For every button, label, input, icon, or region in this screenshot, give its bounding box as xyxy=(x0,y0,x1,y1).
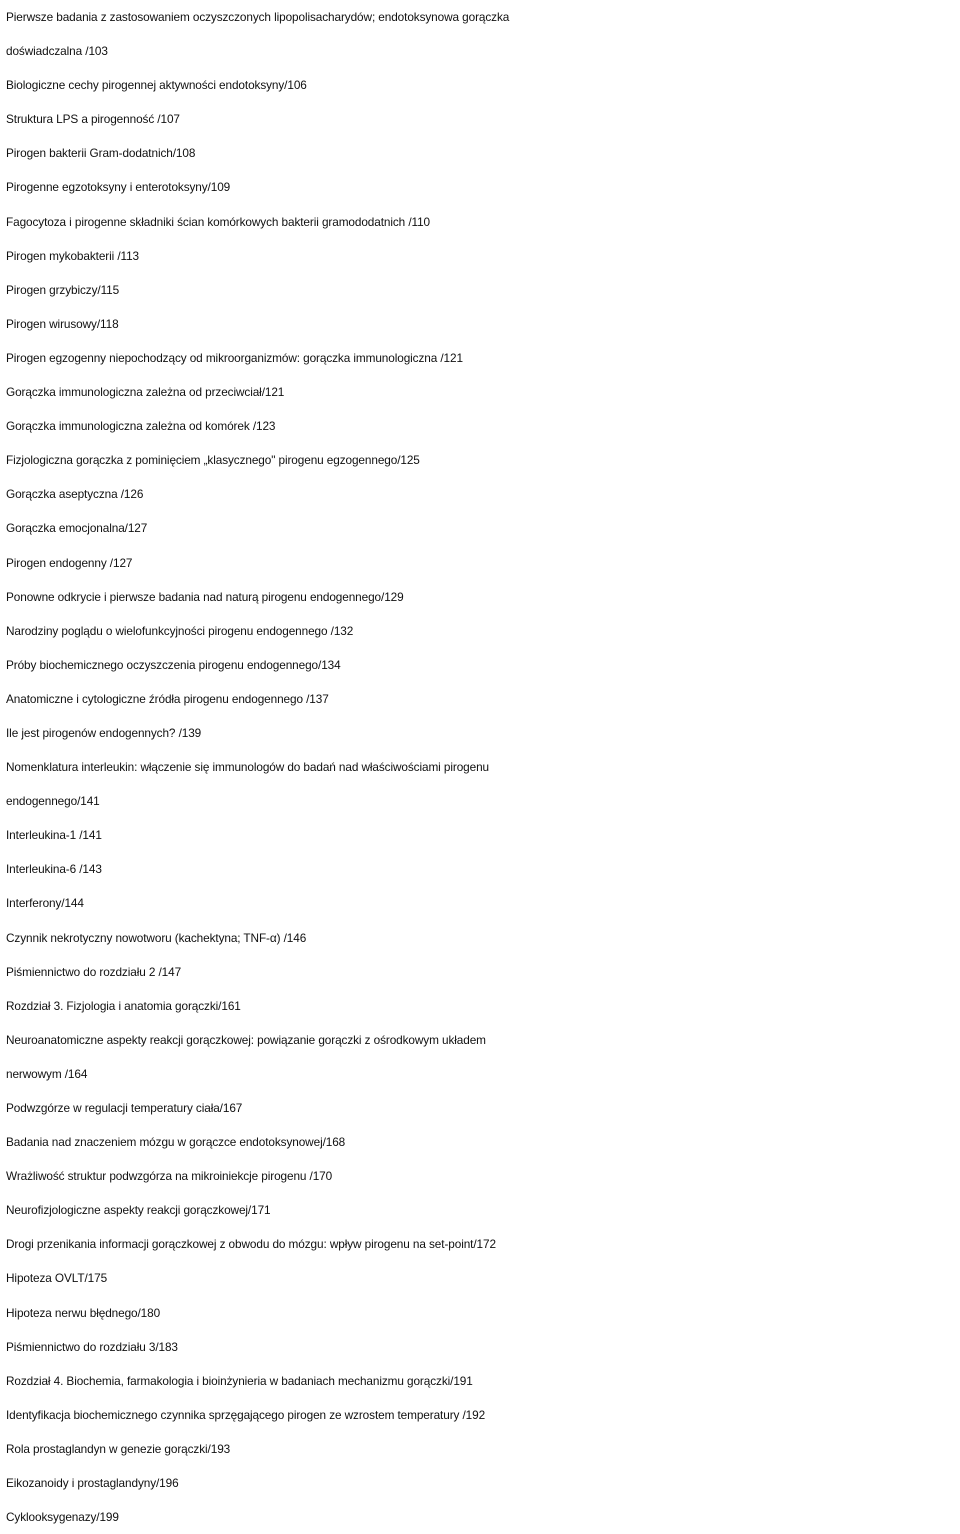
toc-line: Eikozanoidy i prostaglandyny/196 xyxy=(6,1476,179,1491)
toc-line: Podwzgórze w regulacji temperatury ciała/167 xyxy=(6,1101,243,1115)
toc-line: Hipoteza nerwu błędnego/180 xyxy=(6,1305,161,1320)
toc-line: Piśmiennictwo do rozdziału 3/183 xyxy=(6,1339,178,1354)
toc-line: Fagocytoza i pirogenne składniki ścian komórkowych bakterii gramododatnich /110 xyxy=(6,214,431,229)
toc-line: nerwowym /164 xyxy=(6,1066,88,1081)
toc-line: Gorączka aseptyczna /126 xyxy=(6,487,144,502)
toc-line: endogennego/141 xyxy=(6,794,100,809)
toc-line: Cyklooksygenazy/199 xyxy=(6,1510,119,1525)
toc-line: Hipoteza OVLT/175 xyxy=(6,1271,108,1286)
toc-line: Gorączka immunologiczna zależna od przeciwciał/121 xyxy=(6,385,285,400)
toc-line: Biologiczne cechy pirogennej aktywności endotoksyny/106 xyxy=(6,78,307,93)
toc-line: Pirogen bakterii Gram-dodatnich/108 xyxy=(6,146,196,161)
toc-line: Pirogen egzogenny niepochodzący od mikroorganizmów: gorączka immunologiczna /121 xyxy=(6,350,463,365)
toc-line: Interleukina-1 /141 xyxy=(6,828,102,843)
toc-line: Piśmiennictwo do rozdziału 2 /147 xyxy=(6,964,182,979)
toc-line: Ponowne odkrycie i pierwsze badania nad naturą pirogenu endogennego/129 xyxy=(6,589,404,604)
toc-line: Gorączka immunologiczna zależna od komórek /123 xyxy=(6,419,276,434)
table-of-contents xyxy=(6,0,960,1534)
toc-line: Próby biochemicznego oczyszczenia pirogenu endogennego/134 xyxy=(6,657,341,672)
toc-line: Wrażliwość struktur podwzgórza na mikroiniekcje pirogenu /170 xyxy=(6,1169,333,1184)
toc-line: Pirogen endogenny /127 xyxy=(6,555,133,570)
toc-line: Pirogen grzybiczy/115 xyxy=(6,282,120,297)
toc-line: Pirogen mykobakterii /113 xyxy=(6,248,140,263)
toc-line: Anatomiczne i cytologiczne źródła pirogenu endogennego /137 xyxy=(6,691,329,706)
toc-line: Pirogen wirusowy/118 xyxy=(6,316,119,331)
toc-line: Nomenklatura interleukin: włączenie się immunologów do badań nad właściwościami pirogenu xyxy=(6,760,489,775)
toc-line: Fizjologiczna gorączka z pominięciem „klasycznego" pirogenu egzogennego/125 xyxy=(6,453,420,468)
toc-line: Neuroanatomiczne aspekty reakcji gorączkowej: powiązanie gorączki z ośrodkowym układem xyxy=(6,1032,486,1047)
toc-line: Rozdział 3. Fizjologia i anatomia gorączki/161 xyxy=(6,998,241,1013)
toc-line: Interleukina-6 /143 xyxy=(6,862,102,877)
toc-line: Ile jest pirogenów endogennych? /139 xyxy=(6,725,202,740)
toc-line: Identyfikacja biochemicznego czynnika sprzęgającego pirogen ze wzrostem temperatury /192 xyxy=(6,1407,486,1422)
toc-line: Pierwsze badania z zastosowaniem oczyszczonych lipopolisacharydów; endotoksynowa gorączka xyxy=(6,10,510,24)
toc-line: Rozdział 4. Biochemia, farmakologia i bioinżynieria w badaniach mechanizmu gorączki/191 xyxy=(6,1373,473,1388)
toc-line: Pirogenne egzotoksyny i enterotoksyny/109 xyxy=(6,180,231,195)
toc-line: Drogi przenikania informacji gorączkowej z obwodu do mózgu: wpływ pirogenu na set-point/172 xyxy=(6,1237,496,1252)
toc-line: Struktura LPS a pirogenność /107 xyxy=(6,112,180,127)
toc-line: Badania nad znaczeniem mózgu w gorączce endotoksynowej/168 xyxy=(6,1135,346,1150)
toc-line: Interferony/144 xyxy=(6,896,84,911)
toc-line: Czynnik nekrotyczny nowotworu (kachektyna; TNF-α) /146 xyxy=(6,930,307,945)
toc-line: Narodziny poglądu o wielofunkcyjności pirogenu endogennego /132 xyxy=(6,623,354,638)
toc-line: Rola prostaglandyn w genezie gorączki/193 xyxy=(6,1441,231,1456)
toc-line: Neurofizjologiczne aspekty reakcji gorączkowej/171 xyxy=(6,1203,271,1218)
toc-line: Gorączka emocjonalna/127 xyxy=(6,521,148,536)
toc-line: doświadczalna /103 xyxy=(6,44,108,59)
